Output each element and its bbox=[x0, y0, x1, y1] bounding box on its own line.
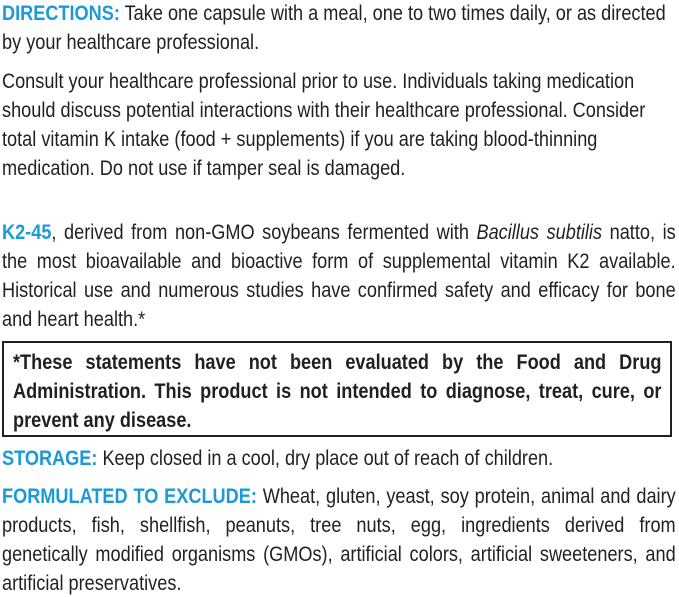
fda-disclaimer-text: *These statements have not been evaluated by the Food and Drug Administration. This product is not intended to diagnose, treat, cure, or prevent any disease. bbox=[13, 349, 662, 432]
exclude-text: Wheat, gluten, yeast, soy protein, animal and dairy products, fish, shellfish, peanuts, tree nuts, egg, ingredients derived from genetically modified organisms (GMOs), artificial colors, artificial sweeteners, and artificial preservatives. bbox=[2, 483, 676, 595]
directions-paragraph bbox=[2, 0, 676, 56]
fda-disclaimer-box bbox=[2, 341, 672, 437]
k2-name: K2-45 bbox=[2, 219, 52, 244]
k2-organism: Bacillus subtilis bbox=[476, 219, 603, 244]
k2-text-after: natto, is the most bioavailable and bioactive form of supplemental vitamin K2 available. Historical use and numerous studies have confirmed safety and efficacy for bone and heart health.* bbox=[2, 219, 676, 331]
k2-paragraph bbox=[2, 217, 676, 333]
caution-paragraph bbox=[2, 66, 676, 182]
storage-paragraph bbox=[2, 443, 676, 472]
exclude-paragraph bbox=[2, 481, 676, 597]
storage-heading: STORAGE: bbox=[2, 445, 98, 470]
directions-text: Take one capsule with a meal, one to two times daily, or as directed by your healthcare professional. bbox=[2, 0, 666, 54]
caution-text: Consult your healthcare professional prior to use. Individuals taking medication should discuss potential interactions with their healthcare professional. Consider total vitamin K intake (food + supplements) if you are taking blood-thinning medication. Do not use if tamper seal is damaged. bbox=[2, 68, 646, 180]
k2-text-before: , derived from non-GMO soybeans fermented with bbox=[51, 219, 477, 244]
directions-heading: DIRECTIONS: bbox=[2, 0, 120, 25]
exclude-heading: FORMULATED TO EXCLUDE: bbox=[2, 483, 257, 508]
storage-text: Keep closed in a cool, dry place out of reach of children. bbox=[97, 445, 554, 470]
